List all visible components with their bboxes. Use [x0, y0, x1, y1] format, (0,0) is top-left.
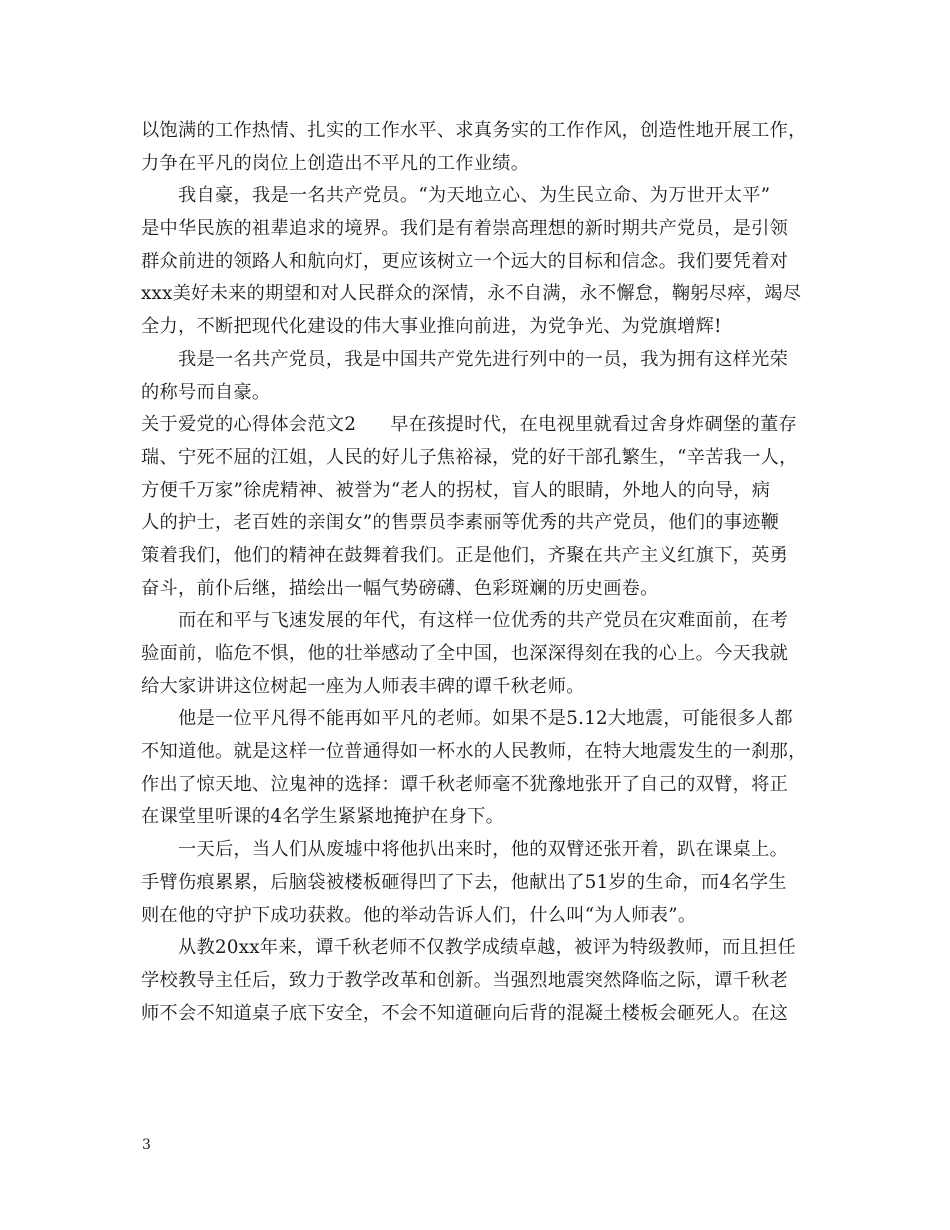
text-line: 从教20xx年来，谭千秋老师不仅教学成绩卓越，被评为特级教师，而且担任: [178, 937, 796, 959]
text-line: 作出了惊天地、泣鬼神的选择：谭千秋老师毫不犹豫地张开了自己的双臂，将正: [141, 773, 789, 795]
heading-line: [141, 409, 811, 442]
page-number: 3: [142, 1137, 151, 1153]
text-line: 瑞、宁死不屈的江姐，人民的好儿子焦裕禄，党的好干部孔繁生，“辛苦我一人，: [141, 446, 798, 468]
text-line: 而在和平与飞速发展的年代，有这样一位优秀的共产党员在灾难面前，在考: [178, 610, 789, 632]
text-line: 方便千万家”徐虎精神、被誉为“老人的拐杖，盲人的眼睛，外地人的向导，病: [141, 479, 771, 501]
text-line: 手臂伤痕累累，后脑袋被楼板砸得凹了下去，他献出了51岁的生命，而4名学生: [141, 871, 787, 893]
text-line: 不知道他。就是这样一位普通得如一杯水的人民教师，在特大地震发生的一刹那，: [141, 741, 807, 763]
text-line: 则在他的守护下成功获救。他的举动告诉人们，什么叫“为人师表”。: [141, 904, 697, 926]
text-line: 一天后，当人们从废墟中将他扒出来时，他的双臂还张开着，趴在课桌上。: [178, 839, 789, 861]
paragraphs-before-heading: [141, 115, 811, 409]
text-line: 全力，不断把现代化建设的伟大事业推向前进，为党争光、为党旗增辉!: [141, 316, 722, 338]
paragraphs-after-heading: [141, 442, 811, 1030]
text-line: 策着我们，他们的精神在鼓舞着我们。正是他们，齐聚在共产主义红旗下，英勇: [141, 544, 789, 566]
text-line: xxx美好未来的期望和对人民群众的深情，永不自满，永不懈怠，鞠躬尽瘁，竭尽: [141, 283, 802, 305]
text-line: 奋斗，前仆后继，描绘出一幅气势磅礴、色彩斑斓的历史画卷。: [141, 577, 659, 599]
text-line: 是中华民族的祖辈追求的境界。我们是有着崇高理想的新时期共产党员，是引领: [141, 218, 789, 240]
text-line: 力争在平凡的岗位上创造出不平凡的工作业绩。: [141, 152, 530, 174]
text-line: 以饱满的工作热情、扎实的工作水平、求真务实的工作作风，创造性地开展工作，: [141, 120, 807, 141]
text-line: 我自豪，我是一名共产党员。“为天地立心、为生民立命、为万世开太平”: [178, 185, 771, 207]
text-line: 的称号而自豪。: [141, 381, 271, 403]
text-line: 他是一位平凡得不能再如平凡的老师。如果不是5.12大地震，可能很多人都: [178, 708, 793, 730]
text-line: 在课堂里听课的4名学生紧紧地掩护在身下。: [141, 806, 505, 828]
text-line: 我是一名共产党员，我是中国共产党先进行列中的一员，我为拥有这样光荣: [178, 348, 789, 370]
text-line: 验面前，临危不惧，他的壮举感动了全中国，也深深得刻在我的心上。今天我就: [141, 643, 789, 664]
section-heading: 关于爱党的心得体会范文2: [141, 414, 357, 436]
text-line: 给大家讲讲这位树起一座为人师表丰碑的谭千秋老师。: [141, 675, 585, 697]
text-line: 群众前进的领路人和航向灯，更应该树立一个远大的目标和信念。我们要凭着对: [141, 250, 789, 272]
text-line: 人的护士，老百姓的亲闺女”的售票员李素丽等优秀的共产党员，他们的事迹鞭: [141, 512, 780, 534]
heading-line-text: 早在孩提时代，在电视里就看过舍身炸碉堡的董存: [390, 414, 797, 436]
text-line: 学校教导主任后，致力于教学改革和创新。当强烈地震突然降临之际，谭千秋老: [141, 969, 789, 991]
text-line: 师不会不知道桌子底下安全，不会不知道砸向后背的混凝土楼板会砸死人。在这: [141, 1002, 789, 1024]
document-body: [141, 115, 811, 1030]
